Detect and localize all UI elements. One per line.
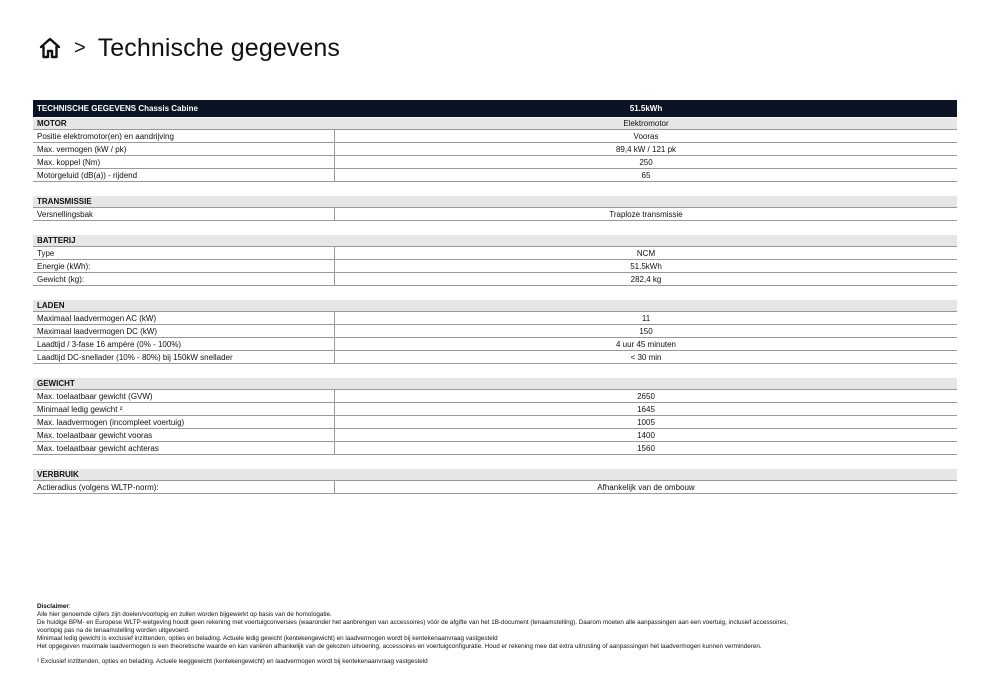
row-label: Minimaal ledig gewicht ² (33, 403, 335, 415)
section-title: VERBRUIK (37, 470, 79, 479)
page-header (38, 30, 340, 66)
row-value: 282,4 kg (630, 274, 662, 284)
row-value: 1560 (637, 443, 655, 453)
row-label: Gewicht (kg): (33, 273, 335, 285)
row-value: 4 uur 45 minuten (615, 339, 677, 349)
section-spacer (33, 364, 957, 378)
row-value: Vooras (633, 131, 659, 141)
row-label: Maximaal laadvermogen AC (kW) (33, 312, 335, 324)
row-label: Laadtijd / 3-fase 16 ampère (0% - 100%) (33, 338, 335, 350)
row-value: 2650 (637, 391, 655, 401)
table-row (33, 351, 957, 364)
disclaimer: Disclaimer: Alle hier genoemde cijfers zijn doelen/voorlopig en zullen worden bijgewerkt op basis van de homologatie. De huidige BPM- en Europese WLTP-wetgeving houdt geen rekening met voertuigconversies (waaronder het aanbrengen van accessoires) vóór de afgifte van het 1B-document (tenaamstelling). Daarom moeten alle aanpassingen aan een voertuig, inclusief accessoires, voorlopig pas na de tenaamstelling worden uitgevoerd. Minimaal ledig gewicht is exclusief inzittenden, opties en belading. Actuele ledig gewicht (kentekengewicht) en laadvermogen wordt bij kentekenaanvraag vastgesteld Het opgegeven maximale laadvermogen is een theoretische waarde en kan variëren afhankelijk van de gekozen uitvoering, accessoires en voertuigconfiguratie. Houd er rekening mee dat extra uitrusting of aanpassingen het laadvermogen kunnen verminderen. ² Exclusief inzittenden, opties en belading. Actuele leeggewicht (kentekengewicht) en laadvermogen wordt bij kentekenaanvraag vastgesteld (37, 603, 917, 666)
section-header (33, 118, 957, 130)
table-row (33, 390, 957, 403)
row-value: Afhankelijk van de ombouw (597, 482, 695, 492)
table-row (33, 208, 957, 221)
table-row (33, 260, 957, 273)
row-label: Max. toelaatbaar gewicht (GVW) (33, 390, 335, 402)
section-spacer (33, 182, 957, 196)
table-row (33, 312, 957, 325)
row-label: Type (33, 247, 335, 259)
table-row (33, 169, 957, 182)
row-value: 1645 (637, 404, 655, 414)
spec-table (33, 100, 957, 494)
section-title: GEWICHT (37, 379, 75, 388)
disclaimer-line: Het opgegeven maximale laadvermogen is een theoretische waarde en kan variëren afhankelijk van de gekozen uitvoering, accessoires en voertuigconfiguratie. Houd er rekening mee dat extra uitrusting of aanpassingen het laadvermogen kunnen verminderen. (37, 643, 762, 650)
section-header (33, 469, 957, 481)
table-row (33, 481, 957, 494)
spec-sections (33, 117, 957, 494)
section-header (33, 196, 957, 208)
table-row (33, 442, 957, 455)
row-value: 250 (639, 157, 653, 167)
section-title: MOTOR (37, 119, 67, 128)
home-icon[interactable] (38, 36, 62, 60)
row-label: Positie elektromotor(en) en aandrijving (33, 130, 335, 142)
section-title: LADEN (37, 301, 65, 310)
row-value: 1400 (637, 430, 655, 440)
row-value: 11 (641, 313, 651, 323)
row-value: 1005 (637, 417, 655, 427)
section-spacer (33, 286, 957, 300)
table-header-value: 51.5kWh (629, 104, 663, 113)
row-label: Motorgeluid (dB(a)) - rijdend (33, 169, 335, 181)
row-value: NCM (636, 248, 656, 258)
disclaimer-line: Alle hier genoemde cijfers zijn doelen/voorlopig en zullen worden bijgewerkt op basis van de homologatie. (37, 611, 332, 618)
row-label: Max. vermogen (kW / pk) (33, 143, 335, 155)
section-title: TRANSMISSIE (37, 197, 92, 206)
table-row (33, 247, 957, 260)
disclaimer-title: Disclaimer (37, 603, 69, 610)
table-row (33, 403, 957, 416)
row-label: Laadtijd DC-snellader (10% - 80%) bij 150kW snellader (33, 351, 335, 363)
table-row (33, 416, 957, 429)
disclaimer-line: Minimaal ledig gewicht is exclusief inzittenden, opties en belading. Actuele ledig gewicht (kentekengewicht) en laadvermogen wordt bij kentekenaanvraag vastgesteld (37, 635, 498, 642)
table-row (33, 325, 957, 338)
row-label: Max. toelaatbaar gewicht achteras (33, 442, 335, 454)
section-value: Elektromotor (623, 119, 669, 128)
table-row (33, 156, 957, 169)
disclaimer-lines (37, 611, 917, 651)
disclaimer-line: voorlopig pas na de tenaamstelling worden uitgevoerd. (37, 627, 190, 634)
breadcrumb-separator: > (74, 37, 86, 59)
row-label: Versnellingsbak (33, 208, 335, 220)
table-row (33, 429, 957, 442)
section-header (33, 378, 957, 390)
row-value: 51.5kWh (630, 261, 662, 271)
row-label: Energie (kWh): (33, 260, 335, 272)
row-value: 89,4 kW / 121 pk (615, 144, 677, 154)
table-row (33, 338, 957, 351)
section-header (33, 300, 957, 312)
row-label: Max. laadvermogen (incompleet voertuig) (33, 416, 335, 428)
row-value: Traploze transmissie (609, 209, 683, 219)
section-header (33, 235, 957, 247)
disclaimer-footnote: ² Exclusief inzittenden, opties en belading. Actuele leeggewicht (kentekengewicht) en laadvermogen wordt bij kentekenaanvraag vastgesteld (37, 658, 428, 665)
page-title: Technische gegevens (97, 33, 341, 62)
row-value: 65 (641, 170, 651, 180)
disclaimer-line: De huidige BPM- en Europese WLTP-wetgeving houdt geen rekening met voertuigconversies (waaronder het aanbrengen van accessoires) vóór de afgifte van het 1B-document (tenaamstelling). Daarom moeten alle aanpassingen aan een voertuig, inclusief accessoires, (37, 619, 789, 626)
row-value: < 30 min (630, 352, 662, 362)
table-header-label: TECHNISCHE GEGEVENS Chassis Cabine (37, 104, 198, 113)
table-header (33, 100, 957, 117)
row-label: Max. koppel (Nm) (33, 156, 335, 168)
section-title: BATTERIJ (37, 236, 76, 245)
table-row (33, 143, 957, 156)
section-spacer (33, 455, 957, 469)
row-label: Max. toelaatbaar gewicht vooras (33, 429, 335, 441)
row-label: Actieradius (volgens WLTP-norm): (33, 481, 335, 493)
row-label: Maximaal laadvermogen DC (kW) (33, 325, 335, 337)
row-value: 150 (639, 326, 653, 336)
section-spacer (33, 221, 957, 235)
table-row (33, 130, 957, 143)
table-row (33, 273, 957, 286)
